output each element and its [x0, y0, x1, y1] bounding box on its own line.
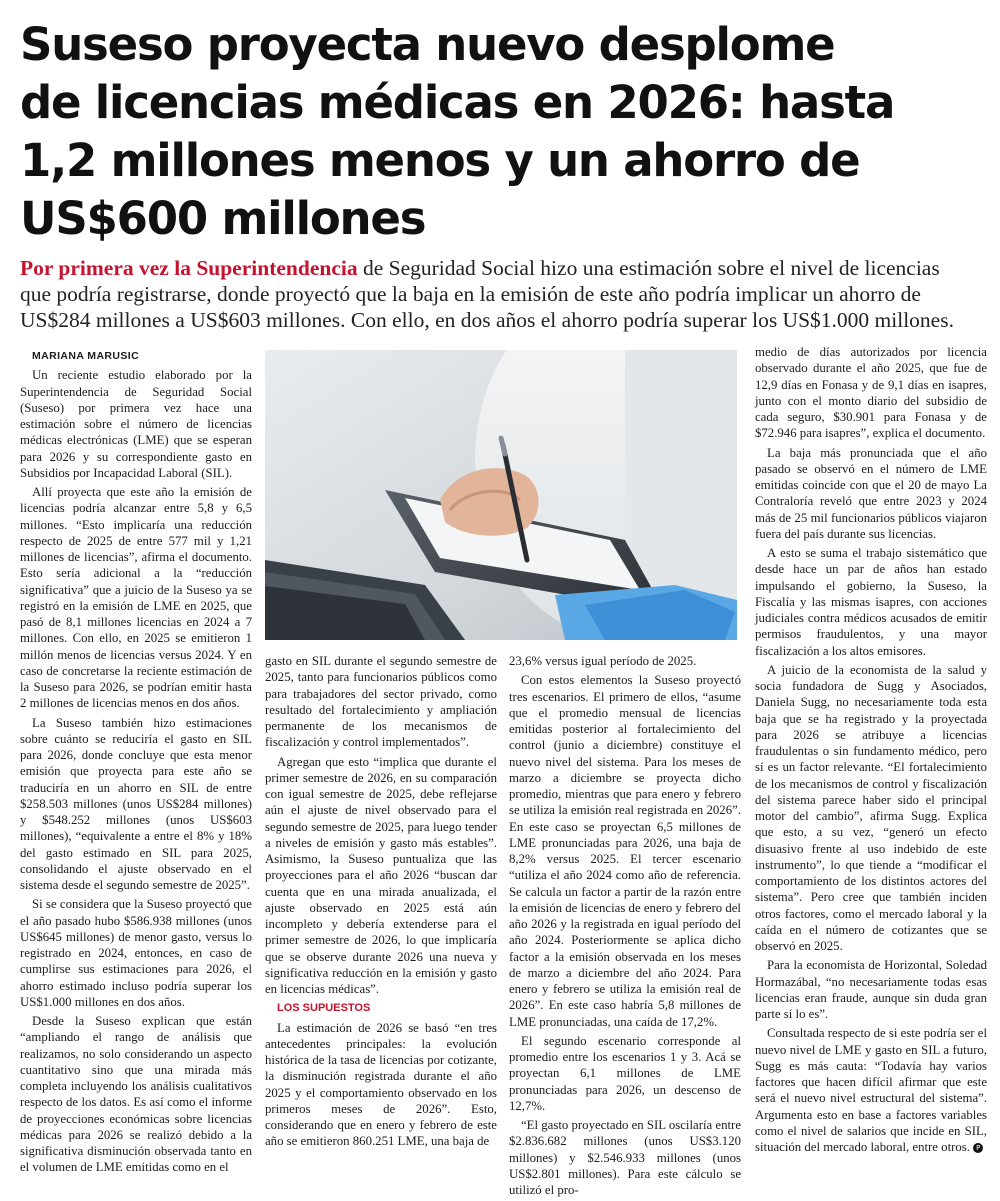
- paragraph-text: Consultada respecto de si este podría ser el nuevo nivel de LME y gasto en SIL a futuro, Sugg es más cauta: “Todavía hay varios factores que hacen difícil afirmar que este será el nuevo nivel estructural del sistema”. Argumenta esto en base a factores variables como el nivel de salarios que incide en SIL, situación del mercado laboral, entre otros.: [755, 1026, 987, 1154]
- headline: [20, 16, 980, 248]
- paragraph: El segundo escenario corresponde al promedio entre los escenarios 1 y 3. Acá se proyectan 6,1 millones de LME pronunciadas para 2026, un descenso de 12,7%.: [509, 1033, 741, 1113]
- paragraph: gasto en SIL durante el segundo semestre de 2025, tanto para funcionarios públicos como para trabajadores del sector privado, como resultado del fortalecimiento y ampliación permanente de los mecanismos de fiscalización y control implementados”.: [265, 654, 497, 750]
- lead-line1-rest: de Seguridad Social hizo una estimación sobre el nivel de licencias: [357, 256, 940, 280]
- paragraph: Allí proyecta que este año la emisión de licencias podría alcanzar entre 5,8 y 6,5 millones. “Esto implicaría una reducción respecto de 2025 de entre 577 mil y 1,21 millones de licencias”, afirma el documento. Esto sería adicional a la “reducción significativa” que a juicio de la Suseso ya se registró en la emisión de LME en 2025, que pasó de 8,1 millones licencias en 2024 a 7 millones. Con ello, en 2025 se emitieron 1 millón menos de licencias versus 2024. Y en caso de concretarse la reciente estimación de la Suseso para 2026, se podrían emitir hasta 2 millones de licencias menos en dos años.: [20, 485, 252, 711]
- paragraph: “El gasto proyectado en SIL oscilaría entre $2.836.682 millones (unos US$3.120 millones) y $2.546.933 millones (unos US$2.801 millones). Para este cálculo se utilizó el pro-: [509, 1118, 741, 1197]
- article-column-3: [509, 653, 741, 1201]
- headline-line: Suseso proyecta nuevo desplome: [20, 18, 835, 71]
- paragraph: Desde la Suseso explican que están “ampliando el rango de análisis que realizamos, no solo considerando un aspecto cuantitativo sino que una mirada más completa incluyendo los análisis cualitativos respecto de los datos. Es así como el informe de proyecciones económicas sobre licencias médicas para 2026 se realizó debido a la significativa disminución observada tanto en el volumen de LME emitidas como en el: [20, 1014, 252, 1175]
- byline: MARIANA MARUSIC: [32, 350, 140, 362]
- paragraph: medio de días autorizados por licencia observado durante el año 2025, que fue de 12,9 días en Fonasa y de 9,1 días en isapres, junto con el monto diario del subsidio de cada seguro, $30.901 para Fonasa y de $72.946 para isapres”, explica el documento.: [755, 345, 987, 441]
- paragraph: A esto se suma el trabajo sistemático que desde hace un par de años han estado impulsando el gobierno, la Suseso, la Fiscalía y las mismas isapres, con acciones judiciales contra médicos acusados de emitir permisos fraudulentos, y una mayor fiscalización a los altos emisores.: [755, 546, 987, 658]
- lead-highlight: Por primera vez la Superintendencia: [20, 256, 358, 280]
- lead-paragraph: [20, 255, 980, 333]
- headline-line: US$600 millones: [20, 192, 426, 245]
- paragraph: Un reciente estudio elaborado por la Superintendencia de Seguridad Social (Suseso) por primera vez hace una estimación sobre el número de licencias médicas electrónicas (LME) que se esperan para 2026 y su correspondiente gasto en Subsidios por Incapacidad Laboral (SIL).: [20, 368, 252, 480]
- paragraph: La baja más pronunciada que el año pasado se observó en el número de LME emitidas coincide con que el 20 de mayo La Contraloría reveló que entre 2023 y 2024 más de 25 mil funcionarios públicos viajaron fuera del país durante sus licencias.: [755, 445, 987, 541]
- lead-line: que podría registrarse, donde proyectó que la baja en la emisión de este año podría implicar un ahorro de: [20, 282, 921, 306]
- paragraph: La Suseso también hizo estimaciones sobre cuánto se reduciría el gasto en SIL para 2026, donde concluye que esta menor emisión que proyecta para este año se traduciría en un ahorro en SIL de entre $258.503 millones (unos US$284 millones) y $548.252 millones (unos US$603 millones), “equivalente a entre el 8% y 18% del gasto estimado en SIL para 2025, consolidando el ajuste observado en el sistema desde el segundo semestre de 2025”.: [20, 715, 252, 892]
- headline-line: 1,2 millones menos y un ahorro de: [20, 134, 860, 187]
- article-column-1: [20, 348, 252, 1179]
- article-column-4: [755, 344, 987, 1158]
- headline-line: de licencias médicas en 2026: hasta: [20, 76, 895, 129]
- article-photo: [265, 350, 737, 640]
- paragraph: Con estos elementos la Suseso proyectó tres escenarios. El primero de ellos, “asume que el promedio mensual de licencias emitidas posterior al fortalecimiento del control (junio a diciembre) constituye el nuevo nivel del sistema. Para los meses de marzo a diciembre se proyecta dicho promedio, mientras que para enero y febrero se utiliza la emisión real registrada en 2026”. En este caso se proyectan 6,5 millones de LME pronunciadas para 2026, una baja de 8,2% versus 2025. El tercer escenario “utiliza el año 2024 como año de referencia. Se calcula un factor a partir de la razón entre la emisión de licencias de enero y febrero del año 2026 y la registrada en igual período del año 2024. Posteriormente se aplica dicho factor a la emisión observada en los meses de marzo a diciembre del año 2024. Para enero y febrero se utiliza la emisión real de 2026”. En este caso habría 5,8 millones de LME pronunciadas, una caída de 17,2%.: [509, 673, 741, 1029]
- lead-line: [20, 255, 980, 281]
- paragraph: Para la economista de Horizontal, Soledad Hormazábal, “no necesariamente todas esas licencias eran fraude, aunque sin duda gran parte sí lo es”.: [755, 958, 987, 1021]
- paragraph: 23,6% versus igual período de 2025.: [509, 654, 697, 668]
- doctor-clipboard-photo: [265, 350, 737, 640]
- paragraph: Si se considera que la Suseso proyectó que el año pasado hubo $586.938 millones (unos US$645 millones) de menor gasto, versus lo registrado en 2024, entonces, en caso de cumplirse sus estimaciones para 2026, el ahorro estimado incluso podría superar los US$1.000 millones en dos años.: [20, 897, 252, 1009]
- subhead: LOS SUPUESTOS: [277, 1002, 371, 1015]
- paragraph: La estimación de 2026 se basó “en tres antecedentes principales: la evolución histórica de la tasa de licencias por cotizante, la disminución registrada durante el año 2025 y el comportamiento observado en los primeros meses de 2026”. Esto, considerando que en enero y febrero de este año se emitieron 860.251 LME, una baja de: [265, 1020, 497, 1149]
- article-column-2: [265, 653, 497, 1153]
- end-mark-icon: P: [973, 1143, 983, 1153]
- paragraph: Agregan que esto “implica que durante el primer semestre de 2026, en su comparación con igual semestre de 2025, debe reflejarse aún el ajuste de nivel observado para el segundo semestre de 2025, para luego tender a niveles de emisión y gasto más estables”. Asimismo, la Suseso puntualiza que las proyecciones para el año 2026 “buscan dar cuenta que en una mirada anualizada, el ajuste observado en 2025 está aún incompleto y debería extenderse para el primer semestre de 2026, lo que implicaría que se observe durante 2026 una nueva y significativa reducción en la emisión y gasto en licencias médicas”.: [265, 754, 497, 996]
- lead-line: US$284 millones a US$603 millones. Con ello, en dos años el ahorro podría superar los US$1.000 millones.: [20, 308, 954, 332]
- paragraph: [755, 1025, 987, 1155]
- paragraph: A juicio de la economista de la salud y socia fundadora de Sugg y Asociados, Daniela Sugg, no necesariamente toda esta baja que se ha registrado y la proyectada para 2026 se atribuye a licencias fraudulentas o sin fundamento médico, pero sí es un factor relevante. “El fortalecimiento de los mecanismos de control y fiscalización del sistema parece haber sido el principal motor del cambio”, afirma Sugg. Explica que esto, a su vez, “generó un efecto disuasivo frente al uso indebido de este instrumento”, lo que tiende a “modificar el comportamiento de los distintos actores del sistema”. Pero cree que también inciden otros factores, como el mercado laboral y la caída en el número de cotizantes que se observó en 2025.: [755, 662, 987, 953]
